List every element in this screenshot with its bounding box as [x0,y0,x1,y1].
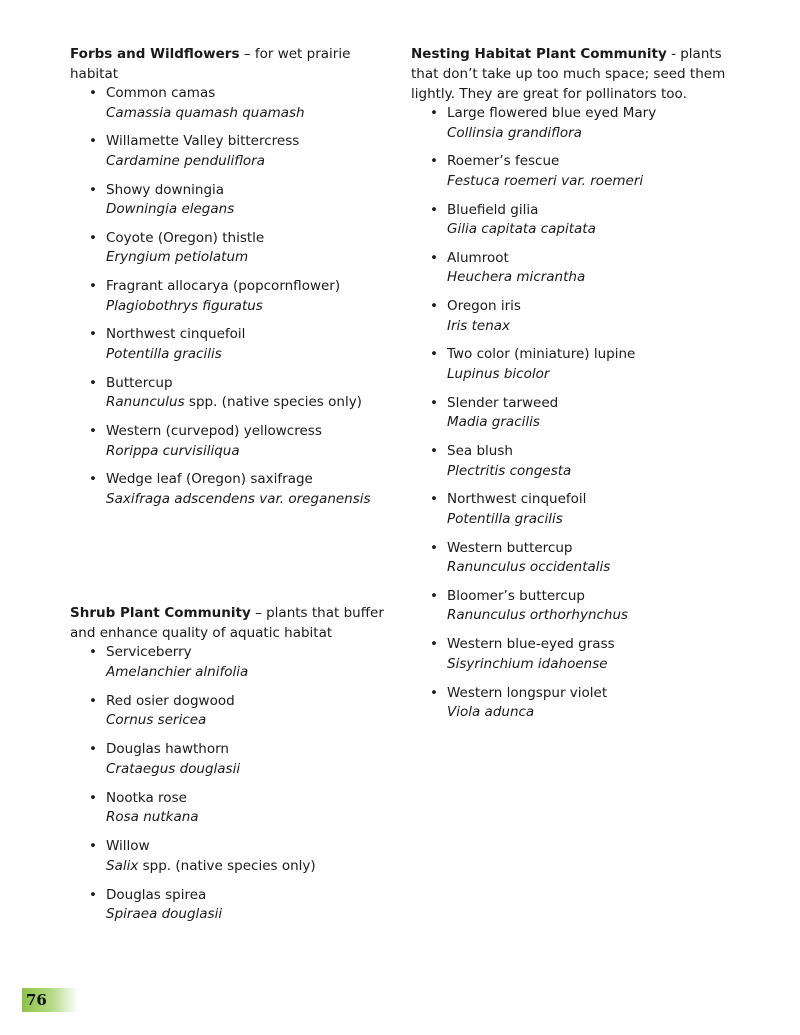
bullet-icon: • [430,684,438,701]
common-name: Alumroot [447,249,509,266]
bullet-icon: • [430,394,438,411]
bullet-icon: • [89,692,97,709]
bullet-icon: • [89,133,97,150]
plant-item [70,229,390,268]
common-name: Oregon iris [447,298,521,315]
plant-item [411,249,736,288]
bullet-icon: • [89,374,97,391]
bullet-icon: • [430,105,438,121]
scientific-name: Spiraea douglasii [106,906,223,923]
scientific-name: Cardamine penduliflora [106,152,266,169]
forbs-plant-list [70,84,390,509]
scientific-name: Rosa nutkana [106,809,199,826]
shrub-section [70,603,390,935]
forbs-heading [70,44,390,84]
plant-item [411,152,736,191]
bullet-icon: • [89,741,97,758]
bullet-icon: • [430,636,438,653]
shrub-title: Shrub Plant Community [70,605,251,621]
scientific-name: Salix [106,857,139,874]
plant-item [411,201,736,240]
plant-item [70,277,390,316]
bullet-icon: • [89,278,97,295]
common-name: Willow [106,838,150,855]
common-name: Douglas spirea [106,886,207,903]
common-name: Sea blush [447,443,513,460]
scientific-name: Camassia quamash quamash [106,104,305,121]
common-name: Northwest cinquefoil [106,326,246,343]
plant-item [70,643,390,682]
scientific-name: Madia gracilis [447,414,540,431]
bullet-icon: • [430,587,438,604]
bullet-icon: • [430,201,438,218]
nesting-title: Nesting Habitat Plant Community [411,46,667,62]
common-name: Roemer’s fescue [447,153,560,170]
scientific-name: Potentilla gracilis [447,510,563,527]
common-name: Fragrant allocarya (popcornflower) [106,278,341,295]
common-name: Buttercup [106,374,173,391]
plant-item [70,325,390,364]
forbs-section [70,44,390,519]
common-name: Two color (miniature) lupine [447,346,636,363]
bullet-icon: • [430,443,438,460]
plant-item [411,539,736,578]
scientific-name: Iris tenax [447,317,511,334]
plant-item [411,297,736,336]
scientific-name: Rorippa curvisiliqua [106,442,240,459]
common-name: Western blue-eyed grass [447,636,615,653]
species-note: spp. (native species only) [138,857,316,874]
bullet-icon: • [89,789,97,806]
bullet-icon: • [89,326,97,343]
plant-item [70,470,390,509]
common-name: Nootka rose [106,789,187,806]
bullet-icon: • [89,229,97,246]
common-name: Douglas hawthorn [106,741,229,758]
plant-item [70,740,390,779]
common-name: Western (curvepod) yellowcress [106,423,322,440]
plant-item [70,422,390,461]
scientific-name: Sisyrinchium idahoense [447,655,608,672]
bullet-icon: • [89,471,97,488]
nesting-plant-list [411,104,736,723]
scientific-name: Ranunculus [106,394,185,411]
scientific-name: Plectritis congesta [447,462,572,479]
bullet-icon: • [89,181,97,198]
bullet-icon: • [89,85,97,101]
nesting-subtitle: - plants that don’t take up too much space; seed them lightly. They are great for pollinators too. [411,46,726,102]
scientific-name: Heuchera micrantha [447,269,586,286]
common-name: Red osier dogwood [106,692,235,709]
scientific-name: Ranunculus orthorhynchus [447,607,629,624]
plant-item [70,374,390,413]
page-number: 76 [22,988,78,1012]
common-name: Large flowered blue eyed Mary [447,105,657,121]
bullet-icon: • [89,838,97,855]
shrub-subtitle: – plants that buffer and enhance quality of aquatic habitat [70,605,384,641]
bullet-icon: • [430,539,438,556]
common-name: Western buttercup [447,539,573,556]
plant-item [70,84,390,123]
scientific-name: Crataegus douglasii [106,760,241,777]
common-name: Bluefield gilia [447,201,539,218]
forbs-subtitle: – for wet prairie habitat [70,46,351,82]
scientific-name: Amelanchier alnifolia [106,663,249,680]
bullet-icon: • [430,491,438,508]
scientific-name: Eryngium petiolatum [106,249,249,266]
plant-item [70,132,390,171]
common-name: Coyote (Oregon) thistle [106,229,265,246]
plant-item [70,886,390,925]
nesting-heading [411,44,736,104]
scientific-name: Cornus sericea [106,712,207,729]
bullet-icon: • [430,249,438,266]
plant-item [411,635,736,674]
common-name: Western longspur violet [447,684,608,701]
scientific-name: Plagiobothrys figuratus [106,297,263,314]
bullet-icon: • [89,423,97,440]
plant-item [70,692,390,731]
common-name: Willamette Valley bittercress [106,133,300,150]
forbs-title: Forbs and Wildflowers [70,46,240,62]
scientific-name: Saxifraga adscendens var. oreganensis [106,490,371,507]
shrub-plant-list [70,643,390,925]
plant-item [70,837,390,876]
plant-item [411,684,736,723]
plant-item [411,442,736,481]
bullet-icon: • [430,346,438,363]
plant-item [411,104,736,143]
common-name: Showy downingia [106,181,225,198]
common-name: Northwest cinquefoil [447,491,587,508]
common-name: Serviceberry [106,644,192,660]
scientific-name: Viola adunca [447,704,535,721]
bullet-icon: • [89,644,97,660]
scientific-name: Ranunculus occidentalis [447,559,611,576]
plant-item [411,587,736,626]
plant-item [70,789,390,828]
bullet-icon: • [430,153,438,170]
scientific-name: Gilia capitata capitata [447,221,596,238]
scientific-name: Festuca roemeri var. roemeri [447,172,644,189]
species-note: spp. (native species only) [184,394,362,411]
nesting-section [411,44,736,732]
scientific-name: Downingia elegans [106,201,235,218]
bullet-icon: • [89,886,97,903]
common-name: Common camas [106,85,216,101]
common-name: Wedge leaf (Oregon) saxifrage [106,471,313,488]
common-name: Bloomer’s buttercup [447,587,585,604]
shrub-heading [70,603,390,643]
plant-item [411,345,736,384]
plant-item [411,394,736,433]
scientific-name: Collinsia grandiflora [447,124,582,141]
bullet-icon: • [430,298,438,315]
plant-item [411,490,736,529]
common-name: Slender tarweed [447,394,559,411]
scientific-name: Potentilla gracilis [106,345,222,362]
plant-item [70,181,390,220]
scientific-name: Lupinus bicolor [447,365,550,382]
